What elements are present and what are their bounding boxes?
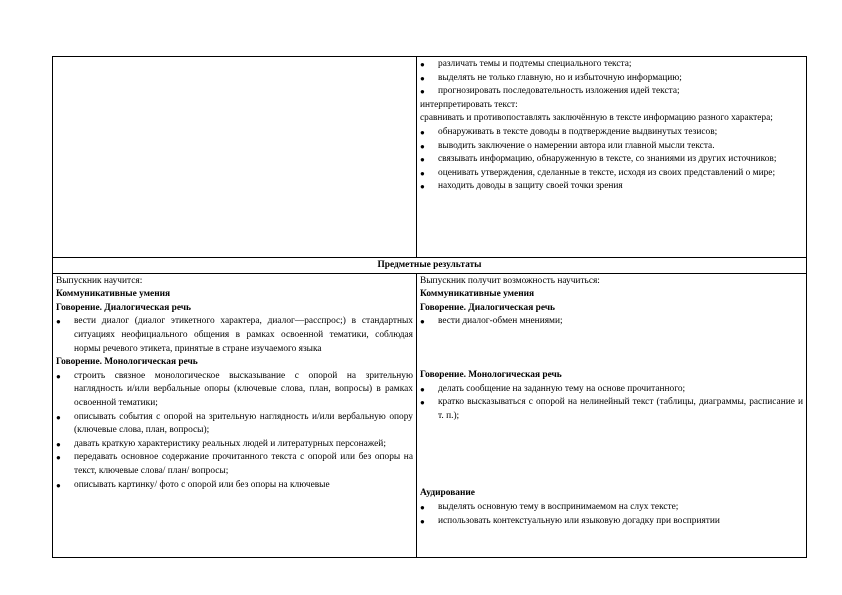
left-intro: Выпускник научится: — [56, 275, 143, 286]
right-skills-heading: Коммуникативные умения — [420, 289, 535, 300]
bullet-icon: ● — [56, 453, 61, 463]
right-mono-heading: Говорение. Монологическая речь — [420, 369, 562, 380]
bullet-icon: ● — [420, 317, 425, 327]
section-header: Предметные результаты — [53, 258, 807, 274]
bullet-icon: ● — [420, 502, 425, 512]
list-item: ● находить доводы в защиту своей точки зрения — [420, 180, 803, 194]
spacer — [420, 423, 803, 487]
left-skills-heading: Коммуникативные умения — [56, 289, 171, 300]
bullet-icon: ● — [420, 168, 425, 178]
list-item: ● связывать информацию, обнаруженную в тексте, со знаниями из других источников; — [420, 153, 803, 167]
results-table — [52, 56, 807, 558]
plain-line: сравнивать и противопоставлять заключённую в тексте информацию разного характера; — [420, 113, 773, 124]
section-header-row — [53, 258, 807, 274]
list-item: ● прогнозировать последовательность изложения идей текста; — [420, 85, 803, 99]
list-item: ● описывать события с опорой на зрительную наглядность и/или вербальную опору (ключевые слова, план, вопросы); — [56, 411, 413, 438]
list-item: ● вести диалог (диалог этикетного характера, диалог—расспрос;) в стандартных ситуациях неофициального общения в рамках освоенной тематики, соблюдая нормы речевого этикета, принятые в стране изучаемого языка — [56, 315, 413, 356]
right-dialog-heading: Говорение. Диалогическая речь — [420, 302, 556, 313]
list-item: ● оценивать утверждения, сделанные в тексте, исходя из своих представлений о мире; — [420, 167, 803, 181]
list-item: ● вести диалог-обмен мнениями; — [420, 315, 803, 329]
spacer — [420, 329, 803, 369]
right-dialog-list — [420, 315, 803, 329]
list-item: ● обнаруживать в тексте доводы в подтверждение выдвинутых тезисов; — [420, 126, 803, 140]
bullet-icon: ● — [420, 141, 425, 151]
left-dialog-list — [56, 315, 413, 356]
bullet-icon: ● — [56, 412, 61, 422]
bullet-icon: ● — [420, 384, 425, 394]
bullet-icon: ● — [420, 87, 425, 97]
list-item: ● давать краткую характеристику реальных людей и литературных персонажей; — [56, 438, 413, 452]
right-intro: Выпускник получит возможность научиться: — [420, 275, 600, 286]
reading-skills-list — [420, 58, 803, 194]
continuation-row — [53, 57, 807, 258]
graduate-may-learn-cell — [417, 273, 807, 557]
list-item: ● выводить заключение о намерении автора или главной мысли текста. — [420, 140, 803, 154]
right-audio-heading: Аудирование — [420, 488, 475, 499]
bullet-icon: ● — [420, 516, 425, 526]
list-item: ● делать сообщение на заданную тему на основе прочитанного; — [420, 383, 803, 397]
bullet-icon: ● — [56, 317, 61, 327]
left-dialog-heading: Говорение. Диалогическая речь — [56, 302, 192, 313]
bullet-icon: ● — [420, 398, 425, 408]
list-item: ● выделять не только главную, но и избыточную информацию; — [420, 72, 803, 86]
bullet-icon: ● — [56, 480, 61, 490]
bullet-icon: ● — [420, 155, 425, 165]
empty-left-cell — [53, 57, 417, 258]
bullet-icon: ● — [420, 73, 425, 83]
bullet-icon: ● — [420, 182, 425, 192]
left-mono-heading: Говорение. Монологическая речь — [56, 357, 198, 368]
plain-line: интерпретировать текст: — [420, 99, 518, 110]
list-item: ● различать темы и подтемы специального текста; — [420, 58, 803, 72]
interpretation-cell — [417, 57, 807, 258]
list-item: ● кратко высказываться с опорой на нелинейный текст (таблицы, диаграммы, расписание и т. п.); — [420, 396, 803, 423]
right-mono-list — [420, 383, 803, 424]
bullet-icon: ● — [56, 371, 61, 381]
list-item: ● выделять основную тему в воспринимаемом на слух тексте; — [420, 501, 803, 515]
bullet-icon: ● — [420, 127, 425, 137]
left-mono-list — [56, 370, 413, 492]
list-item: ● описывать картинку/ фото с опорой или без опоры на ключевые — [56, 479, 413, 493]
list-item: ● передавать основное содержание прочитанного текста с опорой или без опоры на текст, ключевые слова/ план/ вопросы; — [56, 451, 413, 478]
results-row — [53, 273, 807, 557]
bullet-icon: ● — [56, 439, 61, 449]
graduate-will-learn-cell — [53, 273, 417, 557]
list-item: ● использовать контекстуальную или языковую догадку при восприятии — [420, 515, 803, 529]
right-audio-list — [420, 501, 803, 528]
bullet-icon: ● — [420, 60, 425, 69]
list-item: ● строить связное монологическое высказывание с опорой на зрительную наглядность и/или вербальные опоры (ключевые слова, план, вопросы) в рамках освоенной тематики; — [56, 370, 413, 411]
